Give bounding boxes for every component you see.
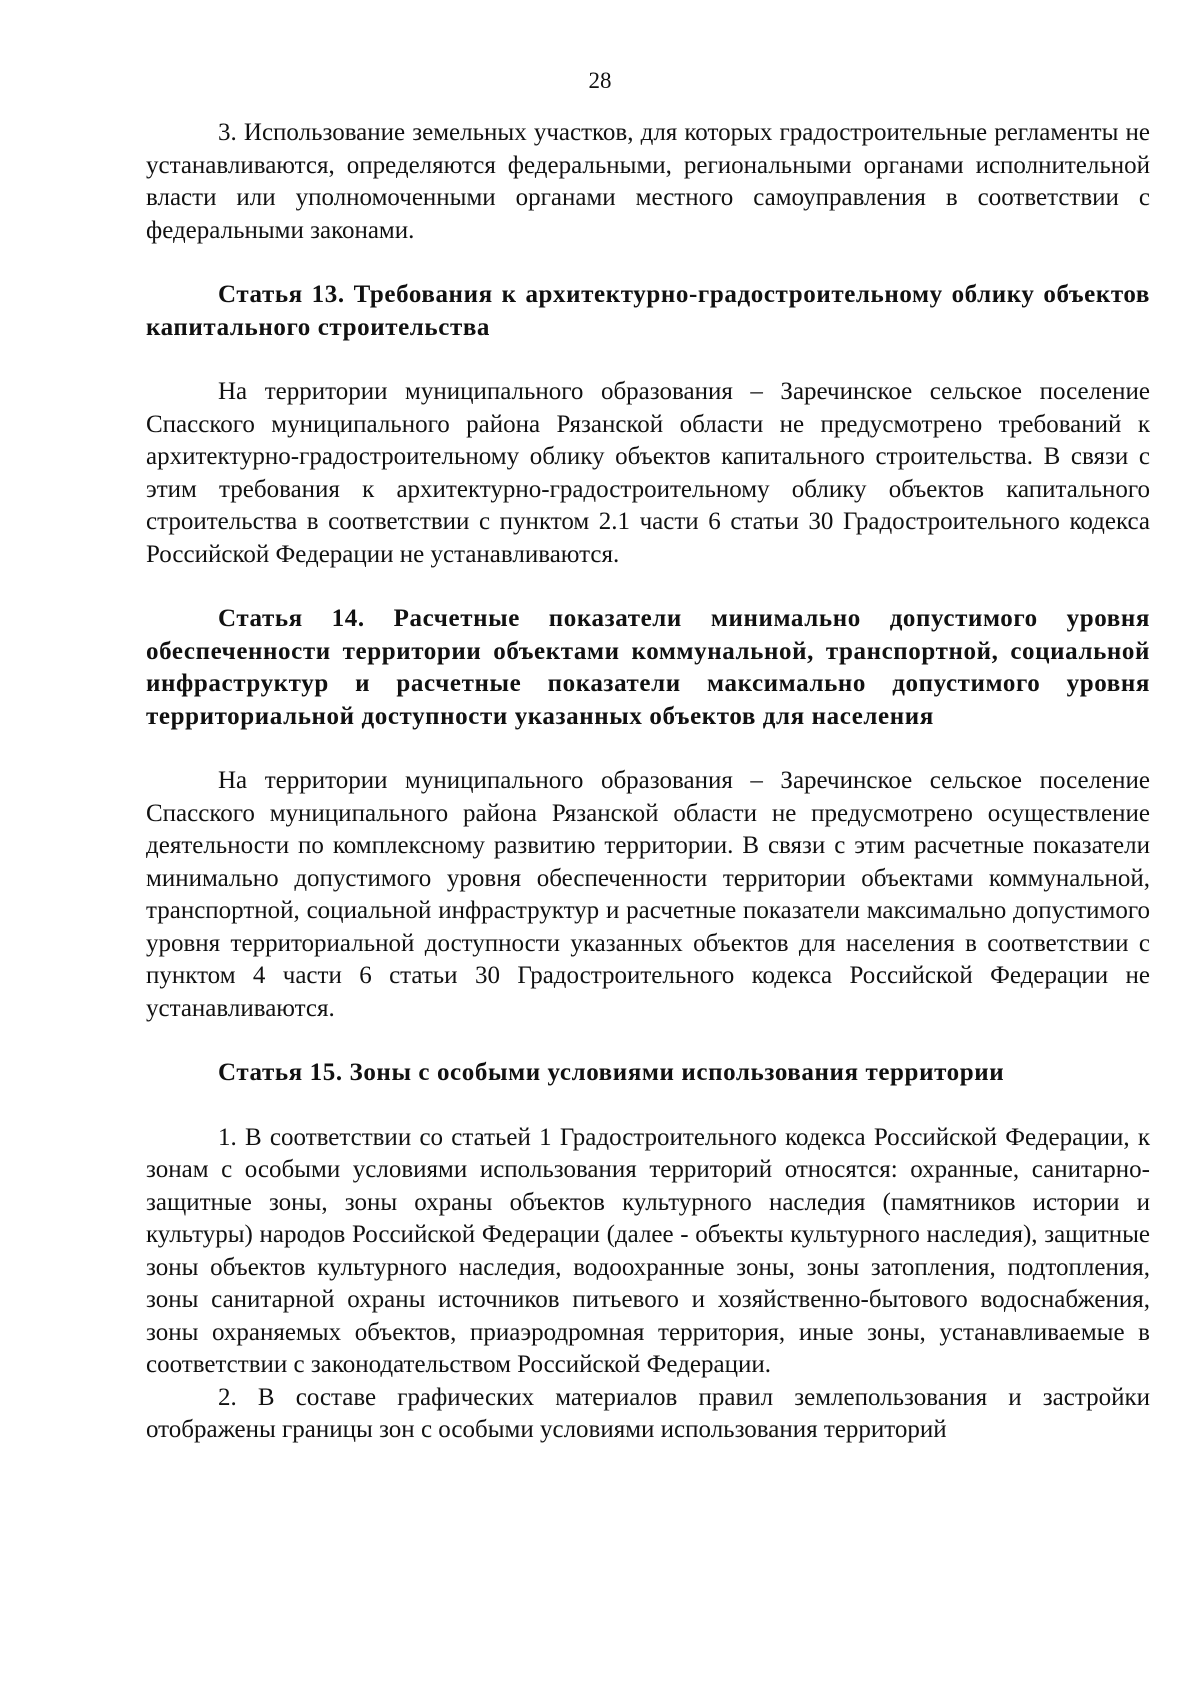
article-13-heading: Статья 13. Требования к архитектурно-градостроительному облику объектов капитального строительства [146, 281, 1150, 341]
article-13-paragraph: На территории муниципального образования – Заречинское сельское поселение Спасского муниципального района Рязанской области не предусмотрено требований к архитектурно-градостроительному облику объектов капитального строительства. В связи с этим требования к архитектурно-градостроительному облику объектов капитального строительства в соответствии с пунктом 2.1 части 6 статьи 30 Градостроительного кодекса Российской Федерации не устанавливаются. [146, 378, 1150, 568]
paragraph-land-use: 3. Использование земельных участков, для которых градостроительные регламенты не устанавливаются, определяются федеральными, региональными органами исполнительной власти или уполномоченными органами местного самоуправления в соответствии с федеральными законами. [146, 119, 1150, 244]
article-14-paragraph: На территории муниципального образования – Заречинское сельское поселение Спасского муниципального района Рязанской области не предусмотрено осуществление деятельности по комплексному развитию территории. В связи с этим расчетные показатели минимально допустимого уровня обеспеченности территории объектами коммунальной, транспортной, социальной инфраструктур и расчетные показатели максимально допустимого уровня территориальной доступности указанных объектов для населения в соответствии с пунктом 4 части 6 статьи 30 Градостроительного кодекса Российской Федерации не устанавливаются. [146, 767, 1150, 1022]
article-15-paragraph-2: 2. В составе графических материалов правил землепользования и застройки отображены границы зон с особыми условиями использования территорий [146, 1383, 1150, 1443]
article-15-paragraph-1: 1. В соответствии со статьей 1 Градостроительного кодекса Российской Федерации, к зонам с особыми условиями использования территорий относятся: охранные, санитарно-защитные зоны, зоны охраны объектов культурного наследия (памятников истории и культуры) народов Российской Федерации (далее - объекты культурного наследия), защитные зоны объектов культурного наследия, водоохранные зоны, зоны затопления, подтопления, зоны санитарной охраны источников питьевого и хозяйственно-бытового водоснабжения, зоны охраняемых объектов, приаэродромная территория, иные зоны, устанавливаемые в соответствии с законодательством Российской Федерации. [146, 1123, 1150, 1378]
article-14-heading: Статья 14. Расчетные показатели минимально допустимого уровня обеспеченности территории объектами коммунальной, транспортной, социальной инфраструктур и расчетные показатели максимально допустимого уровня территориальной доступности указанных объектов для населения [146, 605, 1150, 730]
article-15-heading: Статья 15. Зоны с особыми условиями использования территории [218, 1059, 1005, 1086]
document-body [146, 117, 1150, 1447]
page-number: 28 [588, 68, 612, 93]
